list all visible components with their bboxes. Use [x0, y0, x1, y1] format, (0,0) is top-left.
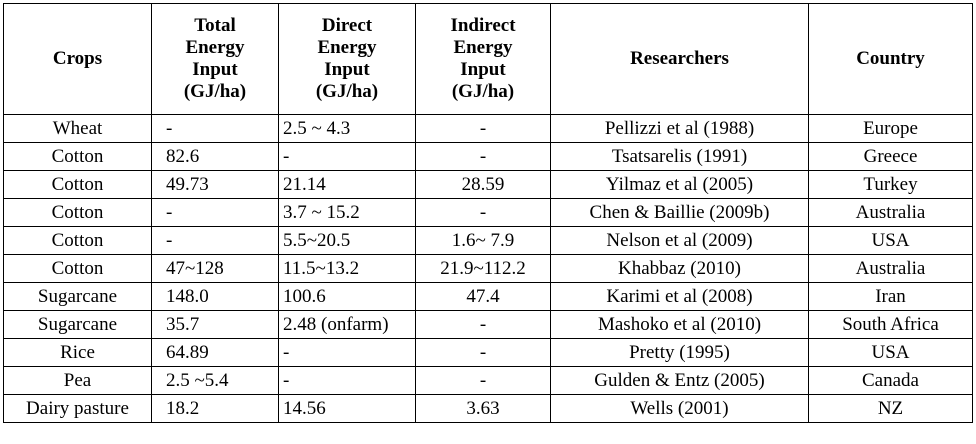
header-crops-label: Crops: [52, 48, 103, 69]
country-cell: South Africa: [809, 311, 973, 339]
header-row: [4, 4, 973, 115]
header-total-line-2: Energy: [185, 37, 245, 58]
table-row: [4, 143, 973, 171]
direct-energy-cell: 2.48 (onfarm): [279, 311, 416, 339]
table-row: [4, 339, 973, 367]
researchers-cell: Gulden & Entz (2005): [551, 367, 809, 395]
direct-energy-cell: 11.5~13.2: [279, 255, 416, 283]
header-direct-line-2: Energy: [317, 37, 377, 58]
crop-cell: Cotton: [4, 199, 152, 227]
country-cell: USA: [809, 227, 973, 255]
table-row: [4, 115, 973, 143]
indirect-energy-cell: -: [416, 311, 551, 339]
indirect-energy-cell: 28.59: [416, 171, 551, 199]
researchers-cell: Pellizzi et al (1988): [551, 115, 809, 143]
total-energy-cell: -: [152, 227, 279, 255]
total-energy-cell: 47~128: [152, 255, 279, 283]
header-crops: [4, 4, 152, 115]
total-energy-cell: -: [152, 199, 279, 227]
direct-energy-cell: 100.6: [279, 283, 416, 311]
direct-energy-cell: 21.14: [279, 171, 416, 199]
table-row: [4, 227, 973, 255]
table-row: [4, 283, 973, 311]
crop-cell: Sugarcane: [4, 283, 152, 311]
total-energy-cell: 35.7: [152, 311, 279, 339]
indirect-energy-cell: -: [416, 115, 551, 143]
country-cell: NZ: [809, 395, 973, 423]
total-energy-cell: -: [152, 115, 279, 143]
header-direct-line-4: (GJ/ha): [315, 81, 379, 102]
direct-energy-cell: 14.56: [279, 395, 416, 423]
table-row: [4, 199, 973, 227]
crop-cell: Dairy pasture: [4, 395, 152, 423]
header-total-line-3: Input: [192, 59, 238, 80]
header-country: [809, 4, 973, 115]
researchers-cell: Karimi et al (2008): [551, 283, 809, 311]
researchers-cell: Wells (2001): [551, 395, 809, 423]
country-cell: Canada: [809, 367, 973, 395]
indirect-energy-cell: -: [416, 339, 551, 367]
crop-cell: Wheat: [4, 115, 152, 143]
header-indirect-line-2: Energy: [453, 37, 513, 58]
country-cell: Turkey: [809, 171, 973, 199]
table-body: [4, 115, 973, 423]
header-researchers-label: Researchers: [630, 48, 729, 69]
direct-energy-cell: 3.7 ~ 15.2: [279, 199, 416, 227]
header-total-line-1: Total: [194, 15, 236, 36]
table-row: [4, 255, 973, 283]
researchers-cell: Khabbaz (2010): [551, 255, 809, 283]
direct-energy-cell: -: [279, 339, 416, 367]
header-total-energy-input: [152, 4, 279, 115]
total-energy-cell: 148.0: [152, 283, 279, 311]
direct-energy-cell: -: [279, 367, 416, 395]
header-indirect-line-4: (GJ/ha): [451, 81, 515, 102]
crop-cell: Pea: [4, 367, 152, 395]
researchers-cell: Tsatsarelis (1991): [551, 143, 809, 171]
indirect-energy-cell: -: [416, 199, 551, 227]
header-direct-line-3: Input: [324, 59, 370, 80]
crop-cell: Sugarcane: [4, 311, 152, 339]
country-cell: Australia: [809, 255, 973, 283]
researchers-cell: Pretty (1995): [551, 339, 809, 367]
header-indirect-line-3: Input: [460, 59, 506, 80]
researchers-cell: Nelson et al (2009): [551, 227, 809, 255]
header-direct-line-1: Direct: [321, 15, 373, 36]
researchers-cell: Mashoko et al (2010): [551, 311, 809, 339]
direct-energy-cell: -: [279, 143, 416, 171]
total-energy-cell: 64.89: [152, 339, 279, 367]
indirect-energy-cell: -: [416, 367, 551, 395]
country-cell: USA: [809, 339, 973, 367]
crop-cell: Cotton: [4, 171, 152, 199]
indirect-energy-cell: 1.6~ 7.9: [416, 227, 551, 255]
header-country-label: Country: [856, 48, 925, 69]
table-row: [4, 171, 973, 199]
country-cell: Australia: [809, 199, 973, 227]
crop-cell: Cotton: [4, 255, 152, 283]
total-energy-cell: 82.6: [152, 143, 279, 171]
indirect-energy-cell: -: [416, 143, 551, 171]
crop-cell: Rice: [4, 339, 152, 367]
total-energy-cell: 49.73: [152, 171, 279, 199]
header-direct-energy-input: [279, 4, 416, 115]
direct-energy-cell: 5.5~20.5: [279, 227, 416, 255]
indirect-energy-cell: 47.4: [416, 283, 551, 311]
crop-cell: Cotton: [4, 227, 152, 255]
header-indirect-line-1: Indirect: [450, 15, 516, 36]
indirect-energy-cell: 21.9~112.2: [416, 255, 551, 283]
header-researchers: [551, 4, 809, 115]
total-energy-cell: 2.5 ~5.4: [152, 367, 279, 395]
table-row: [4, 311, 973, 339]
country-cell: Greece: [809, 143, 973, 171]
total-energy-cell: 18.2: [152, 395, 279, 423]
crop-cell: Cotton: [4, 143, 152, 171]
direct-energy-cell: 2.5 ~ 4.3: [279, 115, 416, 143]
researchers-cell: Chen & Baillie (2009b): [551, 199, 809, 227]
table-row: [4, 367, 973, 395]
header-total-line-4: (GJ/ha): [183, 81, 247, 102]
indirect-energy-cell: 3.63: [416, 395, 551, 423]
energy-input-table: [3, 3, 973, 423]
researchers-cell: Yilmaz et al (2005): [551, 171, 809, 199]
country-cell: Iran: [809, 283, 973, 311]
table-row: [4, 395, 973, 423]
header-indirect-energy-input: [416, 4, 551, 115]
country-cell: Europe: [809, 115, 973, 143]
